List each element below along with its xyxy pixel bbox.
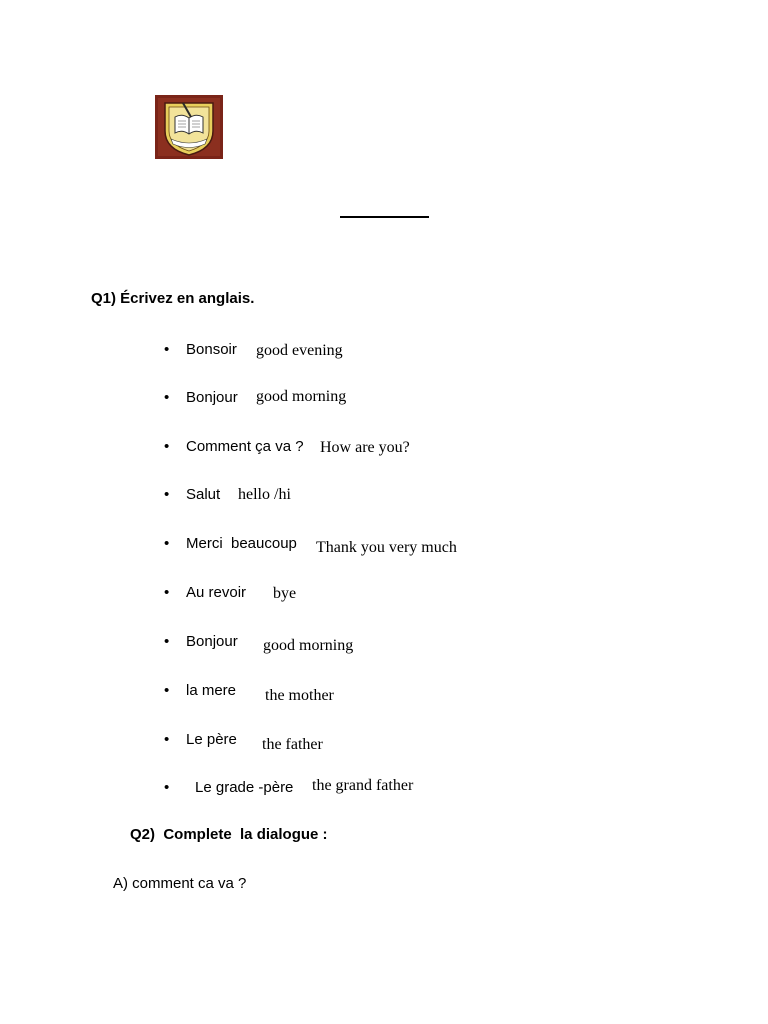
english-answer: the father: [262, 736, 323, 753]
french-word: Comment ça va ?: [186, 438, 304, 455]
list-item: [0, 730, 768, 754]
title-underline: [340, 216, 429, 218]
french-word: Le père: [186, 731, 237, 748]
french-word: Bonjour: [186, 633, 238, 650]
school-crest-icon: [155, 95, 223, 159]
school-logo: [155, 95, 223, 159]
french-word: Bonsoir: [186, 341, 237, 358]
bullet-icon: •: [164, 584, 170, 601]
list-item: [0, 583, 768, 607]
bullet-icon: •: [164, 633, 170, 650]
bullet-icon: •: [164, 389, 170, 406]
q1-heading: Q1) Écrivez en anglais.: [91, 290, 255, 307]
list-item: [0, 778, 768, 802]
bullet-icon: •: [164, 341, 170, 358]
english-answer: bye: [273, 585, 297, 602]
list-item: [0, 340, 768, 364]
list-item: [0, 632, 768, 656]
french-word: Bonjour: [186, 389, 238, 406]
french-word: Salut: [186, 486, 221, 503]
english-answer: good morning: [263, 637, 354, 654]
q2-heading: Q2) Complete la dialogue :: [130, 826, 328, 843]
french-word: Au revoir: [186, 584, 247, 601]
bullet-icon: •: [164, 535, 170, 552]
english-answer: the grand father: [312, 777, 414, 794]
english-answer: good morning: [256, 388, 347, 405]
bullet-icon: •: [164, 438, 170, 455]
list-item: [0, 437, 768, 461]
list-item: [0, 485, 768, 509]
french-word: Le grade -père: [195, 779, 294, 796]
bullet-icon: •: [164, 779, 170, 796]
french-word: la mere: [186, 682, 237, 699]
english-answer: How are you?: [320, 439, 410, 456]
english-answer: good evening: [256, 342, 343, 359]
bullet-icon: •: [164, 486, 170, 503]
english-answer: hello /hi: [238, 486, 291, 503]
french-word: Merci beaucoup: [186, 535, 297, 552]
bullet-icon: •: [164, 731, 170, 748]
english-answer: the mother: [265, 687, 334, 704]
list-item: [0, 388, 768, 412]
list-item: [0, 534, 768, 558]
list-item: [0, 681, 768, 705]
english-answer: Thank you very much: [316, 539, 457, 556]
dialogue-line-a: A) comment ca va ?: [113, 875, 247, 892]
bullet-icon: •: [164, 682, 170, 699]
